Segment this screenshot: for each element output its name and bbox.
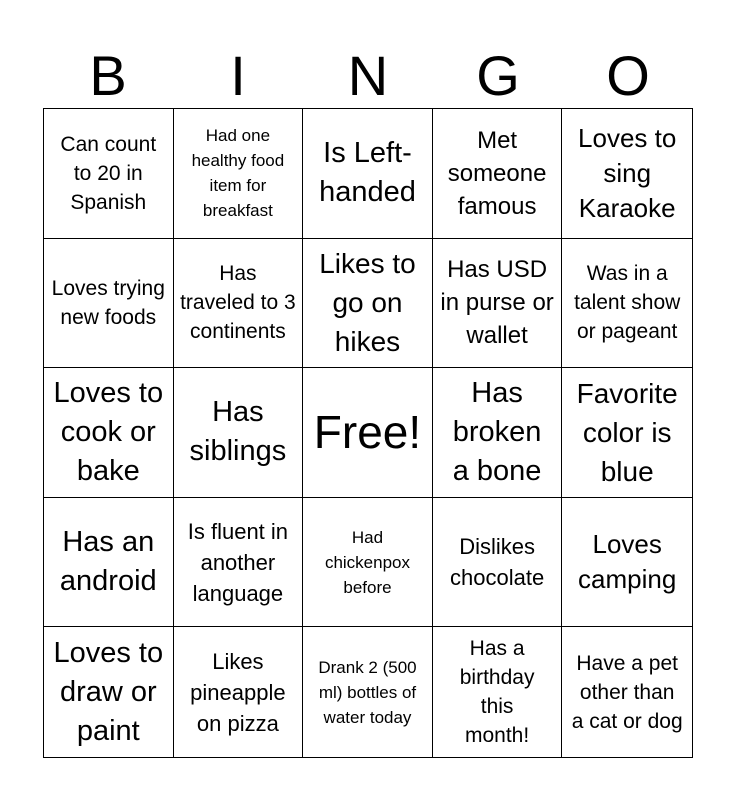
bingo-cell-r0-c2[interactable] bbox=[303, 109, 433, 239]
bingo-cell-r4-c0[interactable] bbox=[44, 627, 174, 757]
bingo-cell-r1-c1[interactable] bbox=[174, 239, 304, 369]
bingo-cell-r4-c1[interactable] bbox=[174, 627, 304, 757]
bingo-cell-r4-c3[interactable] bbox=[433, 627, 563, 757]
bingo-cell-text: Have a pet other than a cat or dog bbox=[571, 651, 683, 733]
bingo-cell-text: Has traveled to 3 continents bbox=[180, 262, 296, 344]
bingo-cell-text: Dislikes chocolate bbox=[450, 534, 545, 591]
bingo-cell-text: Was in a talent show or pageant bbox=[574, 262, 681, 344]
header-letter-g: G bbox=[476, 44, 520, 107]
bingo-cell-r1-c0[interactable] bbox=[44, 239, 174, 369]
bingo-cell-text: Loves camping bbox=[578, 529, 677, 595]
bingo-cell-r1-c3[interactable] bbox=[433, 239, 563, 369]
bingo-cell-r3-c4[interactable] bbox=[562, 498, 692, 628]
bingo-cell-r3-c0[interactable] bbox=[44, 498, 174, 628]
bingo-cell-r2-c2[interactable] bbox=[303, 368, 433, 498]
header-letter-b: B bbox=[89, 44, 127, 107]
header-letter-o: O bbox=[606, 44, 650, 107]
bingo-cell-text: Had one healthy food item for breakfast bbox=[191, 126, 285, 221]
bingo-cell-text: Has broken a bone bbox=[452, 376, 542, 487]
bingo-cell-r3-c3[interactable] bbox=[433, 498, 563, 628]
bingo-cell-r0-c1[interactable] bbox=[174, 109, 304, 239]
header-letter-i: I bbox=[230, 44, 246, 107]
bingo-cell-r3-c2[interactable] bbox=[303, 498, 433, 628]
bingo-cell-r0-c3[interactable] bbox=[433, 109, 563, 239]
bingo-cell-r2-c1[interactable] bbox=[174, 368, 304, 498]
bingo-cell-r4-c2[interactable] bbox=[303, 627, 433, 757]
bingo-cell-text: Likes pineapple on pizza bbox=[190, 648, 286, 736]
bingo-cell-text: Loves trying new foods bbox=[51, 276, 165, 329]
bingo-cell-r2-c4[interactable] bbox=[562, 368, 692, 498]
bingo-cell-text: Loves to cook or bake bbox=[53, 376, 164, 487]
bingo-cell-text: Is fluent in another language bbox=[187, 518, 289, 606]
bingo-header bbox=[43, 44, 693, 108]
bingo-cell-text: Had chickenpox before bbox=[324, 527, 411, 597]
bingo-cell-text: Is Left-handed bbox=[319, 137, 416, 209]
bingo-cell-text: Has siblings bbox=[189, 396, 287, 468]
bingo-cell-text: Likes to go on hikes bbox=[319, 248, 416, 358]
bingo-cell-r0-c4[interactable] bbox=[562, 109, 692, 239]
bingo-cell-text: Can count to 20 in Spanish bbox=[60, 132, 157, 214]
bingo-cell-text: Loves to draw or paint bbox=[53, 636, 164, 747]
bingo-cell-r2-c0[interactable] bbox=[44, 368, 174, 498]
bingo-cell-r3-c1[interactable] bbox=[174, 498, 304, 628]
header-letter-n: N bbox=[347, 44, 389, 107]
bingo-cell-text: Drank 2 (500 ml) bottles of water today bbox=[318, 657, 417, 727]
bingo-cell-r2-c3[interactable] bbox=[433, 368, 563, 498]
bingo-cell-text: Loves to sing Karaoke bbox=[578, 122, 677, 223]
free-space-text: Free! bbox=[313, 406, 422, 459]
bingo-cell-r0-c0[interactable] bbox=[44, 109, 174, 239]
bingo-cell-text: Favorite color is blue bbox=[576, 377, 678, 487]
bingo-cell-text: Has a birthday this month! bbox=[459, 637, 535, 748]
bingo-cell-text: Has an android bbox=[59, 526, 157, 598]
bingo-cell-r1-c2[interactable] bbox=[303, 239, 433, 369]
bingo-cell-r1-c4[interactable] bbox=[562, 239, 692, 369]
bingo-cell-text: Has USD in purse or wallet bbox=[440, 256, 554, 350]
bingo-cell-text: Met someone famous bbox=[447, 126, 547, 220]
bingo-board bbox=[43, 108, 693, 758]
bingo-cell-r4-c4[interactable] bbox=[562, 627, 692, 757]
